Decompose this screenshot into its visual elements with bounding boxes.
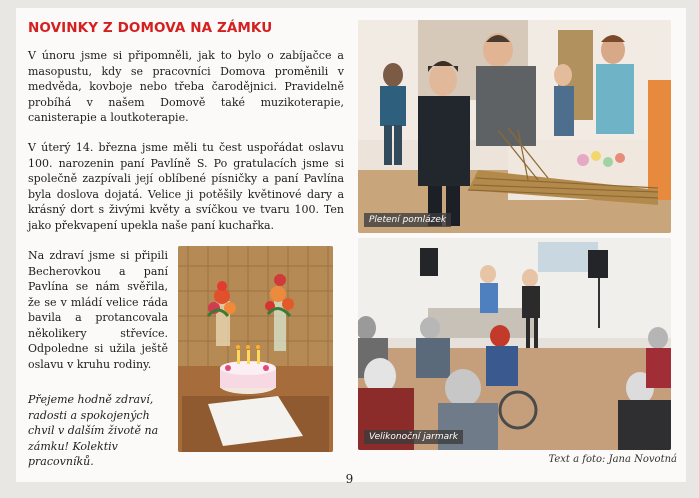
weaving-photo <box>358 20 671 233</box>
birthday-cake-photo <box>178 246 333 452</box>
paragraph-birthday: V úterý 14. března jsme měli tu čest uspořádat oslavu 100. narozenin paní Pavlíně S. Po gratulacích jsme si společně zazpívali její oblíbené písničky a paní Pavlína byla doslova dojatá. Velice ji potěšily květinové dary a krásný dort s živými květy a svíčkou ve tvaru 100. Ten jako překvapení upekla naše paní kuchařka. <box>28 141 344 232</box>
easter-market-photo <box>358 238 671 450</box>
article-title: NOVINKY Z DOMOVA NA ZÁMKU <box>28 20 273 36</box>
weaving-caption: Pletení pomlázek <box>364 213 451 227</box>
page-number: 9 <box>345 472 354 486</box>
article-column <box>28 20 344 468</box>
paragraph-toast: Na zdraví jsme si připili Becherovkou a paní Pavlína se nám svěřila, že se v mládí velice ráda bavila a protancovala několikery střevíce. Odpoledne si užila ještě oslavu v kruhu rodiny. <box>28 249 168 371</box>
easter-market-caption: Velikonoční jarmark <box>364 430 463 444</box>
closing-wishes: Přejeme hodně zdraví, radosti a spokojených chvil v dalším životě na zámku! Kolektiv pracovníků. <box>28 393 159 468</box>
paragraph-carnival: V únoru jsme si připomněli, jak to bylo o zabíjačce a masopustu, kdy se pracovníci Domova proměnili v medvěda, kovboje nebo třeba čarodějnici. Pravidelně probíhá v našem Domově také muzikoterapie, canisterapie a loutkoterapie. <box>28 49 344 124</box>
magazine-page <box>16 8 686 482</box>
photo-credit: Text a foto: Jana Novotná <box>548 454 677 465</box>
